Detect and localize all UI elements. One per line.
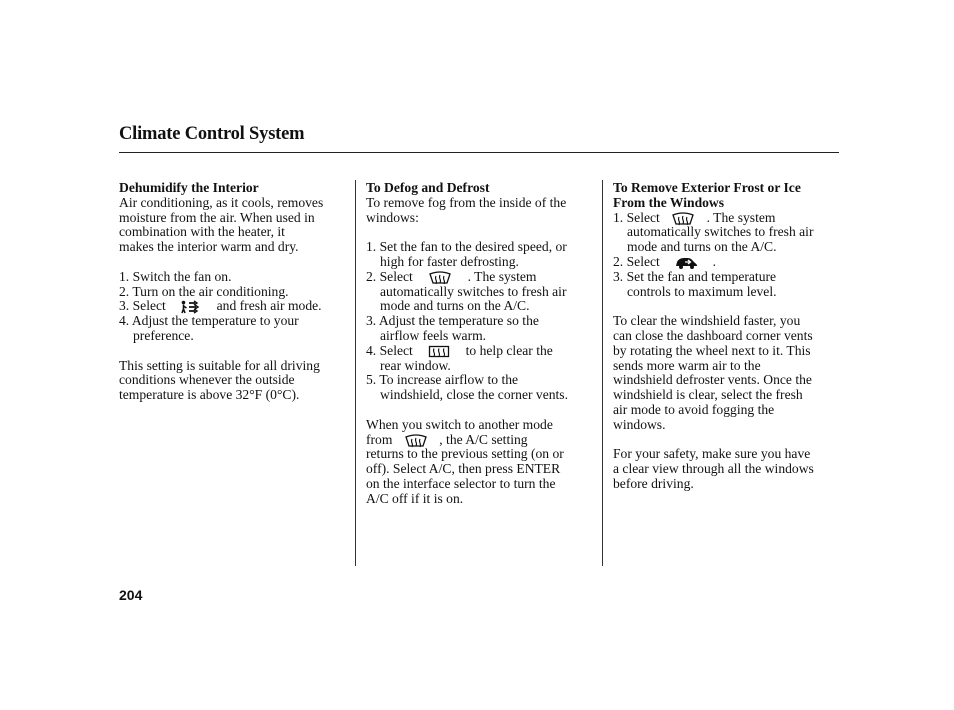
text-line: Air conditioning, as it cools, removes [119, 194, 324, 210]
step-text: . The system [706, 209, 776, 225]
front-defrost-icon [416, 271, 464, 283]
text-line: mode and turns on the A/C. [627, 239, 777, 255]
step-text: 2. Select [366, 268, 413, 284]
text-line: windows. [613, 416, 666, 432]
front-defrost-icon [663, 212, 703, 224]
text-line: A/C off if it is on. [366, 490, 464, 506]
column-defog [366, 181, 598, 507]
text-line: rear window. [380, 357, 451, 373]
text-line: mode and turns on the A/C. [380, 298, 530, 314]
text-line: air mode to avoid fogging the [613, 401, 775, 417]
fresh-air-icon [663, 256, 709, 268]
step-3: 3. Set the fan and temperature [613, 268, 777, 284]
step-text: . The system [467, 268, 537, 284]
section-heading: To Remove Exterior Frost or Ice [613, 180, 801, 195]
step-1: 1. Switch the fan on. [119, 268, 232, 284]
page-number: 204 [119, 587, 143, 603]
title-rule [119, 152, 839, 153]
text-line: For your safety, make sure you have [613, 446, 811, 462]
step-1: 1. Set the fan to the desired speed, or [366, 239, 567, 255]
text-line: When you switch to another mode [366, 416, 553, 432]
text-line: makes the interior warm and dry. [119, 239, 299, 255]
text-line: To clear the windshield faster, you [613, 313, 801, 329]
page-title: Climate Control System [119, 124, 305, 144]
step-text: 4. Select [366, 342, 413, 358]
note-text: from [366, 431, 393, 447]
text-line: automatically switches to fresh air [627, 224, 814, 240]
step-4 [366, 344, 598, 359]
text-line: windshield, close the corner vents. [380, 387, 568, 403]
step-text: . [712, 253, 717, 269]
section-heading: To Defog and Defrost [366, 180, 490, 195]
step-2 [366, 270, 598, 285]
section-heading: Dehumidify the Interior [119, 180, 259, 195]
text-line: conditions whenever the outside [119, 372, 295, 388]
step-5: 5. To increase airflow to the [366, 372, 519, 388]
step-3 [119, 299, 351, 314]
text-line: can close the dashboard corner vents [613, 327, 813, 343]
note-text: , the A/C setting [439, 431, 528, 447]
text-line: combination with the heater, it [119, 224, 285, 240]
step-2: 2. Turn on the air conditioning. [119, 283, 289, 299]
step-text: 2. Select [613, 253, 660, 269]
step-text: 1. Select [613, 209, 660, 225]
text-line: off). Select A/C, then press ENTER [366, 461, 561, 477]
text-line: returns to the previous setting (on or [366, 446, 564, 462]
text-line: preference. [133, 327, 194, 343]
section-heading: From the Windows [613, 194, 725, 210]
text-line: temperature is above 32°F (0°C). [119, 387, 300, 403]
text-line: sends more warm air to the [613, 357, 761, 373]
step-1 [613, 211, 845, 226]
text-line: moisture from the air. When used in [119, 209, 315, 225]
text-line: controls to maximum level. [627, 283, 777, 299]
text-line: To remove fog from the inside of the [366, 194, 567, 210]
step-3: 3. Adjust the temperature so the [366, 313, 539, 329]
text-line: high for faster defrosting. [380, 253, 519, 269]
step-text: to help clear the [465, 342, 553, 358]
step-4: 4. Adjust the temperature to your [119, 313, 299, 329]
text-line: on the interface selector to turn the [366, 475, 556, 491]
column-frost [613, 181, 845, 492]
vent-mode-icon [169, 300, 213, 312]
text-line: windshield defroster vents. Once the [613, 372, 812, 388]
column-divider-2 [602, 180, 603, 566]
column-dehumidify [119, 181, 351, 403]
front-defrost-icon [396, 434, 436, 446]
step-text: and fresh air mode. [216, 298, 322, 314]
text-line: by rotating the wheel next to it. This [613, 342, 811, 358]
text-line: windshield is clear, select the fresh [613, 387, 803, 403]
step-2 [613, 255, 845, 270]
text-line: airflow feels warm. [380, 327, 487, 343]
text-line: This setting is suitable for all driving [119, 357, 320, 373]
text-line: automatically switches to fresh air [380, 283, 567, 299]
text-line: before driving. [613, 475, 694, 491]
step-text: 3. Select [119, 298, 166, 314]
text-line: windows: [366, 209, 419, 225]
text-line: a clear view through all the windows [613, 461, 814, 477]
column-divider-1 [355, 180, 356, 566]
rear-defrost-icon [416, 345, 462, 357]
text-line [366, 433, 598, 448]
